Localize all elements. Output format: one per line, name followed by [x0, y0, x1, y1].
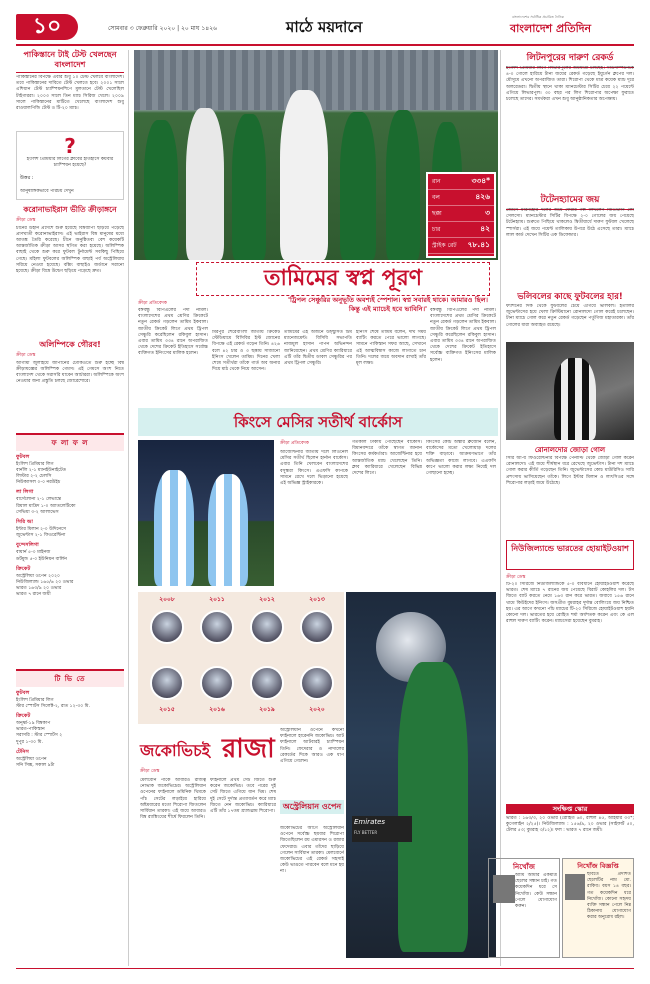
trophy-year: ২০১৯: [259, 706, 275, 713]
djokovic-text-1: মেলবোর্ন পার্কে আবারও রাজত্ব নোভাক জকোভিচের। অস্ট্রেলিয়ান ওপেনের ফাইনালে ডমিনিক থিমকে পাঁচ সেটের লড়াইয়ে হারিয়ে অষ্টমবারের মতো শিরোপা জিতলেন সার্বিয়ান তারকা। এই জয়ে আবারও বিশ্ব র‌্যাঙ্কিংয়ের শীর্ষে ফিরলেন তিনি।: [140, 778, 206, 821]
results-box: [16, 433, 124, 665]
messi-headline: কিংসে মেসির সতীর্থ বার্কোস: [138, 408, 498, 436]
trophy-grid: [138, 592, 344, 724]
player-figure: [154, 470, 194, 586]
pakistan-headline: পাকিস্তানে টাই টেস্ট খেলছেন বাংলাদেশ: [23, 50, 117, 69]
record-headline: লিটনপুরের দারুণ রেকর্ড: [506, 50, 634, 68]
tamim-quote: 'ট্রিপল সেঞ্চুরির অনুভূতি অবশ্যই স্পেশাল। স্বপ্ন সবারই থাকে। আমারও ছিল। কিন্তু এই ম্যাচেই হবে ভাবিনি।': [288, 296, 488, 313]
tv-sport: ফুটবল: [16, 689, 30, 696]
stat-label: চার: [432, 226, 441, 233]
djokovic-headline-1: জকোভিচই: [140, 741, 211, 760]
tv-line: স্টার স্পোর্টস সিলেক্ট-২, রাত ১২-৩০ মি.: [16, 703, 91, 709]
messi-byline: ক্রীড়া প্রতিবেদক: [280, 441, 309, 446]
section-title: মাঠে ময়দানে: [286, 18, 363, 36]
ao-headline: অস্ট্রেলিয়ান ওপেন: [280, 800, 344, 814]
corona-text: চীনের উহান প্রদেশে শুরু হয়েছে বিশ্বব্যাপী ছড়িয়ে পড়েছে প্রাণঘাতী করোনাভাইরাস। এই ভাইরাস বিশ্ব মানুষের মধ্যে আতঙ্ক তৈরি করেছে। চীনে অনুষ্ঠিতব্য বেশ কয়েকটি আন্তর্জাতিক ক্রীড়া আসর স্থগিত করা হয়েছে। অলিম্পিক বাছাই থেকে শুরু করে ফুটবল টুর্নামেন্ট সবকিছু পিছিয়ে গেছে। মহিলা ফুটবলের অলিম্পিক বাছাই পর্ব অস্ট্রেলিয়ায় সরিয়ে নেওয়া হয়েছে। বক্সিং বাছাইও জর্ডানে সরানো হয়েছে। ক্রীড়া বিশ্বে উদ্বেগ ছড়িয়ে পড়েছে দ্রুত।: [16, 225, 124, 275]
player-figure: [208, 474, 248, 586]
olympic-headline: অলিম্পিকে গৌরব!: [39, 339, 101, 349]
tv-line: দুপুর ১-৩০ মি.: [16, 739, 43, 745]
player-figure: [144, 120, 178, 260]
result-line: বায়ার্ন ৫-০ মাইনজ: [16, 550, 51, 556]
missing-ad-text-2: ছবিতে প্রদর্শিত ছেলেটির নাম মো. রাকিব। বয়স ১৪ বছর। গত কয়েকদিন ধরে নিখোঁজ। কোনো সহৃদয় ব্যক্তি সন্ধান পেলে নিম্ন ঠিকানায় যোগাযোগ করার অনুরোধ রইল।: [587, 872, 631, 921]
tamim-text-4: ইনিংস শেষে তামিম বলেন, দীর্ঘ সময় ব্যাটিং করতে পেরে ভালো লাগছে। সামনে পাকিস্তান সফর আছে, সেখানে এই আত্মবিশ্বাস কাজে লাগাতে চান তিনি। দলের জয়ে অবদান রাখাই তাঁর মূল লক্ষ্য।: [356, 330, 426, 367]
ao-text: জকোভিচের আগে অস্ট্রেলিয়ান ওপেনে সর্বোচ্চ ছয়বার শিরোপা জিতেছিলেন রয় এমারসন ও রজার ফেদেরার। এবার তাঁদের ছাড়িয়ে গেলেন সার্বিয়ান তারকা। মেলবোর্নে জকোভিচের এই রেকর্ড সহসাই কেউ ভাঙতে পারবেন বলে মনে হয় না।: [280, 826, 344, 875]
player-figure: [280, 90, 328, 260]
result-line: ইংলিশ প্রিমিয়ার লিগ: [16, 461, 54, 467]
tv-box: [16, 669, 124, 807]
answer-label: উত্তর :: [20, 175, 34, 182]
result-line: লিস্টার ২-২ চেলসি: [16, 474, 52, 480]
fly-better-text: FLY BETTER: [354, 830, 378, 835]
stat-row: [428, 190, 494, 206]
trophy-icon: [200, 666, 234, 700]
trophy-icon: [300, 610, 334, 644]
column-rule: [128, 50, 129, 966]
result-line: অস্ট্রেলিয়া ওপেন ২০২০: [16, 573, 61, 579]
tv-line: ভারত-পাকিস্তান: [16, 727, 45, 733]
djokovic-headline-2: রাজা: [222, 734, 275, 764]
ronaldo-figure: [554, 358, 596, 440]
stat-label: স্ট্রাইক রেট: [432, 242, 457, 249]
bottom-rule: [16, 968, 634, 969]
trophy-icon: [250, 610, 284, 644]
result-line: ডর্টমুন্ড ৫-০ ইউনিয়ন বার্লিন: [16, 556, 67, 562]
stat-value: ৭৮.৪১: [467, 239, 490, 249]
corona-byline: ক্রীড়া ডেস্ক: [16, 217, 36, 223]
stat-label: রান: [432, 178, 441, 185]
result-line: জুভেন্টাস ২-১ ফিওরেন্টিনা: [16, 533, 66, 539]
tottenham-text: জোসে মরিনহোর দলের জয়ে ফেরার গল্প লিখলেন জিওভানি লো সেলসো। ম্যানচেস্টার সিটির বিপক্ষে ২-০ গোলের জয় পেয়েছে টটেনহ্যাম। শুরুতে পিছিয়ে থাকলেও দ্বিতীয়ার্ধে দারুণ ফুটবল খেলেছে স্পার্সরা। এই জয়ে পয়েন্ট তালিকায় উপরে উঠে এসেছে তারা। ম্যাচে লাল কার্ড দেখেন সিটির এক ডিফেন্ডার।: [506, 208, 634, 238]
result-line: ভারত ১৬৩/৯ ২০ ওভার: [16, 586, 62, 592]
tottenham-headline: টটেনহ্যামের জয়: [506, 192, 634, 210]
quiz-box: [16, 131, 124, 200]
missing-ad-2: [562, 858, 634, 958]
missing-ad-1: [488, 858, 560, 958]
trophy-year: ২০১২: [259, 596, 275, 603]
tamim-text-2: মিরপুর শেরেবাংলা জাতীয় ক্রিকেট স্টেডিয়ামে বিসিবির ইস্ট জোনের বিপক্ষে এই রেকর্ড গড়েন তিনি। ৪২৬ বলে ৪২ চার ও ৩ ছক্কায় সাজানো ইনিংস খেলেন তামিম। দিনের খেলা শেষে সতীর্থরা তাঁকে গার্ড অব অনার দিয়ে মাঠ থেকে নিয়ে আসেন।: [212, 330, 280, 373]
player-figure: [232, 114, 266, 260]
results-headline: ফ লা ফ ল: [16, 435, 124, 451]
result-line: বার্নলি ২-১ ম্যানইউনাইটেড: [16, 467, 67, 473]
stat-value: ৩৩৪*: [471, 175, 490, 185]
player-figure: [186, 108, 224, 260]
stat-label: ছক্কা: [432, 210, 442, 217]
djokovic-byline: ক্রীড়া ডেস্ক: [140, 769, 160, 774]
result-line: ভারত ৭ রানে জয়ী: [16, 592, 51, 598]
emirates-text: Emirates: [354, 818, 386, 826]
stat-row: [428, 174, 494, 190]
djokovic-text-2: ফাইনালে প্রথম সেট জিতে শুরু করেন জকোভিচ। তবে পরের দুই সেট জিতে এগিয়ে যান থিম। শেষ দুই সেটে দুর্দান্ত প্রত্যাবর্তন করে ম্যাচ জিতে নেন জকোভিচ। ক্যারিয়ারে এটি তাঁর ১৭তম গ্র্যান্ডস্লাম শিরোপা।: [210, 778, 276, 815]
trophy-year: ২০২০: [309, 706, 325, 713]
quiz-caption: ইংলিশ প্রিমিয়ার লিগের ক্লাবের ইতিহাসে কয়বার চ্যাম্পিয়ন হয়েছে?: [26, 157, 114, 169]
missing-person-photo: [493, 875, 515, 903]
corona-headline: করোনাভাইরাস ভীতি ক্রীড়াঙ্গনে: [23, 204, 117, 214]
tv-line: ইংলিশ প্রিমিয়ার লিগ: [16, 697, 54, 703]
stat-value: ৪২৬: [475, 191, 490, 201]
trophy-icon: [200, 610, 234, 644]
record-text: ইংলিশ প্রিমিয়ার লিগে লিভারপুলের জয়যাত্রা চলছেই। সাউদাম্পটনকে ৪-০ গোলে হারিয়ে টানা জয়ের রেকর্ড গড়েছে ইয়ুর্গেন ক্লপের দল। মৌসুমে এখনো অপরাজিত তারা। শিরোপা থেকে মাত্র কয়েক ম্যাচ দূরে অলরেডরা। দ্বিতীয় স্থানে থাকা ম্যানচেস্টার সিটির চেয়ে ২২ পয়েন্টে এগিয়ে লিভারপুল। ৩০ বছর পর লিগ শিরোপার অপেক্ষা ফুরাতে চলেছে তাদের। সমর্থকরা এখন শুধু আনুষ্ঠানিকতার অপেক্ষায়।: [506, 66, 634, 103]
tv-line: সনি সিক্স, সকাল ৯টা: [16, 763, 55, 769]
result-line: নিউক্যাসল ০-০ নরউইচ: [16, 480, 61, 486]
page-number: ১০: [32, 14, 62, 39]
tv-line: অনূর্ধ্ব-১৯ বিশ্বকাপ: [16, 721, 51, 727]
ronaldo-text: ফ্যাশনের দিক থেকে ফুটবলের চেয়ে এগিয়ে ভলিবল। ইতালির জুভেন্টাসের হয়ে খেলা ক্রিস্টিয়ানো রোনালদো গোল করেই চলেছেন। টানা ম্যাচে গোল করে নতুন রেকর্ড গড়েছেন পর্তুগিজ মহাতারকা। তাঁর গোলের ধারা অব্যাহত রয়েছে।: [506, 304, 634, 328]
tamim-headline: তামিমের স্বপ্ন পূরণ: [263, 266, 423, 291]
result-line: সেভিয়া ৩-২ আলাভেস: [16, 509, 59, 515]
stat-row: [428, 206, 494, 222]
tv-sport: টেনিস: [16, 748, 29, 755]
tv-line: অস্ট্রেলিয়া ওপেন: [16, 756, 47, 762]
trophy-year: ২০১৩: [309, 596, 325, 603]
answer-note: আনুষাঙ্গিকভাবে পরিচয় দেখুন: [20, 189, 74, 195]
ronaldo-caption: রোনালদোর জোড়া গোল: [534, 446, 606, 454]
djokovic-figure: [398, 662, 468, 952]
missing-ad-text: আমি আমার একমাত্র ছেলের সন্ধান চাই। গত কয়েকদিন ধরে সে নিখোঁজ। কেউ সন্ধান পেলে যোগাযোগ করুন।: [515, 873, 557, 910]
tv-line: সরাসরি : স্টার স্পোর্টস ২: [16, 733, 63, 739]
stats-list: [428, 174, 494, 254]
result-sport: বুন্দেসলিগা: [16, 542, 39, 549]
trophy-year: ২০১১: [209, 596, 225, 603]
stat-label: বল: [432, 194, 440, 201]
stats-box: [426, 172, 496, 258]
tamim-byline: ক্রীড়া প্রতিবেদক: [138, 301, 167, 306]
trophy-year: ২০০৮: [159, 596, 175, 603]
trophy-icon: [250, 666, 284, 700]
djokovic-photo: [346, 592, 496, 958]
result-sport: লা লিগা: [16, 489, 34, 496]
trophy-icon: [150, 610, 184, 644]
logo-tagline: বাংলাদেশের সর্বাধিক প্রচারিত দৈনিক: [512, 15, 564, 19]
nz-text: টি-২০ সিরিজে নিউজিল্যান্ডকে ৫-০ ব্যবধানে হোয়াইটওয়াশ করেছে ভারত। শেষ ম্যাচে ৭ রানের জয় পেয়েছে বিরাট কোহলির দল। টস জিতে ব্যাট করতে নেমে ১৬৩ রান করে ভারত। জবাবে ১৫৬ রানে থামে কিউইদের ইনিংস। জসপ্রীত বুমরাহর দুর্দান্ত বোলিংয়ে জয় নিশ্চিত হয়। এর আগে কখনো পাঁচ ম্যাচের টি-২০ সিরিজে হোয়াইটওয়াশ হয়নি কোনো দল। ভারতের হয়ে রোহিত শর্মা অর্ধশতক করেন এবং কে এল রাহুল দারুণ ব্যাটিং করেন। ম্যাচসেরা হয়েছেন বুমরাহ।: [506, 582, 634, 625]
missing-person-photo: [565, 874, 585, 900]
stat-value: ৪২: [480, 223, 490, 233]
score-text: ভারত : ১৬৩/৩, ২০ ওভার (রোহিত ৬০, রাহুল ৪৫, আইয়ার ৩৩*; কুগেলাইন ২/২৫)। নিউজিল্যান্ড : ১৫৬/৯, ২০ ওভার (সাইফার্ট ৫০, টেলর ৫৩; বুমরাহ ৩/১২)। ফল : ভারত ৭ রানে জয়ী।: [506, 816, 634, 834]
tamim-text-3: তামিমের এই অর্জনে উচ্ছ্বসিত টিম ম্যানেজমেন্ট। বিসিবি সভাপতি নাজমুল হাসান পাপন অভিনন্দন জানিয়েছেন। প্রথম শ্রেণির ক্যারিয়ারে এটি তাঁর দ্বিতীয় ডাবল সেঞ্চুরির পর প্রথম ট্রিপল সেঞ্চুরি।: [284, 330, 352, 367]
trophy-icon: [150, 666, 184, 700]
djokovic-text-3: অস্ট্রেলিয়ান ওপেনে কখনো ফাইনালে হারেননি জকোভিচ। আট ফাইনালে আটবারই চ্যাম্পিয়ন তিনি। ফেদেরার ও নাদালের রেকর্ডের দিকে আরও এক ধাপ এগিয়ে গেলেন।: [280, 728, 344, 765]
logo: বাংলাদেশ প্রতিদিন: [510, 22, 592, 35]
nz-byline: ক্রীড়া ডেস্ক: [506, 575, 526, 580]
messi-text-2: গতকাল ঢাকায় পৌঁছেছেন বার্কোস। বিমানবন্দরে তাঁকে স্বাগত জানান কিংসের কর্মকর্তারা। আর্জেন্টিনার হয়ে আন্তর্জাতিক ম্যাচ খেলেছেন তিনি। ক্লাব ক্যারিয়ারে খেলেছেন বিভিন্ন দেশের লিগে।: [352, 440, 422, 477]
ronaldo-headline: ভলিবলের কাছে ফুটবলের হার!: [517, 292, 623, 302]
quiz-icon: ?: [64, 134, 76, 158]
tv-sport: ক্রিকেট: [16, 713, 31, 720]
tamim-text-5: বঙ্গবন্ধু বিপিএলের পর্দা নামল। বাংলাদেশের প্রথম শ্রেণির ক্রিকেটে নতুন রেকর্ড গড়লেন তামিম ইকবাল। জাতীয় ক্রিকেট লিগে প্রথম ট্রিপল সেঞ্চুরি করেছিলেন রকিবুল হাসান। এবার তামিম ৩৩৪ রানে অপরাজিত থেকে দেশের ক্রিকেট ইতিহাসে সর্বোচ্চ ব্যক্তিগত ইনিংসের মালিক হলেন।: [430, 308, 496, 363]
stat-row: [428, 238, 494, 254]
column-rule: [500, 50, 501, 966]
result-sport: ফুটবল: [16, 453, 30, 460]
trophy-icon: [300, 666, 334, 700]
divider: [16, 72, 124, 73]
missing-ad-title-2: নিখোঁজ বিজ্ঞপ্তি: [577, 862, 619, 870]
olympic-byline: ক্রীড়া ডেস্ক: [16, 352, 36, 358]
player-figure: [386, 110, 420, 260]
tv-headline: টি ভি তে: [16, 671, 124, 687]
ronaldo-text-2: সিরি আ-য় ফিওরেন্টিনার বিপক্ষে পেনাল্টি থেকে জোড়া গোল করেন রোনালদো। এই জয়ে শীর্ষস্থান ধরে রেখেছে জুভেন্টাস। টানা দশ ম্যাচে গোল করার কীর্তি গড়েছেন তিনি। জুভেন্টাসের কোচ মাউরিসিও সারি প্রশংসায় ভাসিয়েছেন তাঁকে। লিগে ইন্টার মিলান ও লাৎসিওর সঙ্গে শিরোপার লড়াই জমে উঠেছে।: [506, 456, 634, 486]
tamim-text-1: বঙ্গবন্ধু বিপিএলের পর্দা নামল। বাংলাদেশের প্রথম শ্রেণির ক্রিকেটে নতুন রেকর্ড গড়লেন তামিম ইকবাল। জাতীয় ক্রিকেট লিগে প্রথম ট্রিপল সেঞ্চুরি করেছিলেন রকিবুল হাসান। এবার তামিম ৩৩৪ রানে অপরাজিত থেকে দেশের ক্রিকেট ইতিহাসে সর্বোচ্চ ব্যক্তিগত ইনিংসের মালিক হলেন।: [138, 308, 208, 357]
trophy-year: ২০১৬: [209, 706, 225, 713]
result-line: নিউজিল্যান্ড ১৬৫/৬ ২০ ওভার: [16, 580, 74, 586]
result-line: বার্সেলোনা ২-১ লেভান্তে: [16, 497, 62, 503]
masthead-rule: [16, 44, 634, 46]
results-list: [16, 451, 124, 665]
date-line: সোমবার ৩ ফেব্রুয়ারি ২০২০ | ২০ মাঘ ১৪২৬: [108, 25, 217, 32]
messi-text-3: কিংসের কোচ অস্কার ব্রুজোন বলেন, বার্কোসের মতো খেলোয়াড় দলের শক্তি বাড়াবে। আক্রমণভাগে তাঁর অভিজ্ঞতা কাজে লাগবে। এএফসি কাপে ভালো করার লক্ষ্য নিয়েই দল গোছানো হচ্ছে।: [426, 440, 496, 477]
result-sport: সিরি আ: [16, 519, 34, 526]
missing-ad-title: নিখোঁজ: [513, 863, 535, 871]
stat-value: ৩: [485, 207, 490, 217]
result-line: ইন্টার মিলান ২-০ উদিনেসে: [16, 527, 67, 533]
result-sport: ক্রিকেট: [16, 565, 31, 572]
tv-list: [16, 687, 124, 807]
barcos-photo: [138, 440, 274, 586]
result-line: রিয়াল মাদ্রিদ ১-০ অ্যাতলেটিকো: [16, 503, 76, 509]
olympic-text: আগামী জুলাইয়ে জাপানের টোকিওতে শুরু হচ্ছে বিশ্ব ক্রীড়াযজ্ঞের অলিম্পিক গেমস। এই গেমসে অংশ নিতে বাংলাদেশ থেকে সরাসরি যাবেন আর্চাররা। অলিম্পিকে অংশ নেওয়ার জন্য প্রস্তুতি চলছে জোরেশোরে।: [16, 360, 124, 385]
player-figure: [340, 112, 376, 260]
stat-row: [428, 222, 494, 238]
ronaldo-photo: [506, 342, 634, 440]
left-column: [16, 50, 124, 966]
trophy-year: ২০১৫: [159, 706, 175, 713]
pakistan-text: পাকিস্তানের বিপক্ষে এবার শুধু ১০ টেস্ট খেলবে বাংলাদেশ। তবে পাকিস্তানের দাবিতে টেস্ট খেলতে হবে। ২০০১ সালে এশিয়ান টেস্ট চ্যাম্পিয়নশিপে মুলতানে টেস্ট খেলেছিল টাইগাররা। ২০০৩ সালে তিন ম্যাচ সিরিজ খেলে। ২০০৯ সালে পাকিস্তানের মাটিতে খেলেছে বাংলাদেশ শুধু রাওয়ালপিন্ডি টেস্ট ও টি-২০ ম্যাচ।: [16, 75, 124, 112]
score-headline: সংক্ষিপ্ত স্কোর: [506, 804, 634, 814]
messi-text-1: আর্জেন্টিনার জাতীয় দলে লিওনেল মেসির সতীর্থ ছিলেন হার্নান বার্কোস। এবার তিনি খেলবেন বাংলাদেশের বসুন্ধরা কিংসে। এএফসি কাপকে সামনে রেখে দলে ভিড়ানো হয়েছে এই অভিজ্ঞ স্ট্রাইকারকে।: [280, 450, 348, 487]
nz-headline: নিউজিল্যান্ডে ভারতের হোয়াইটওয়াশ: [511, 544, 629, 553]
